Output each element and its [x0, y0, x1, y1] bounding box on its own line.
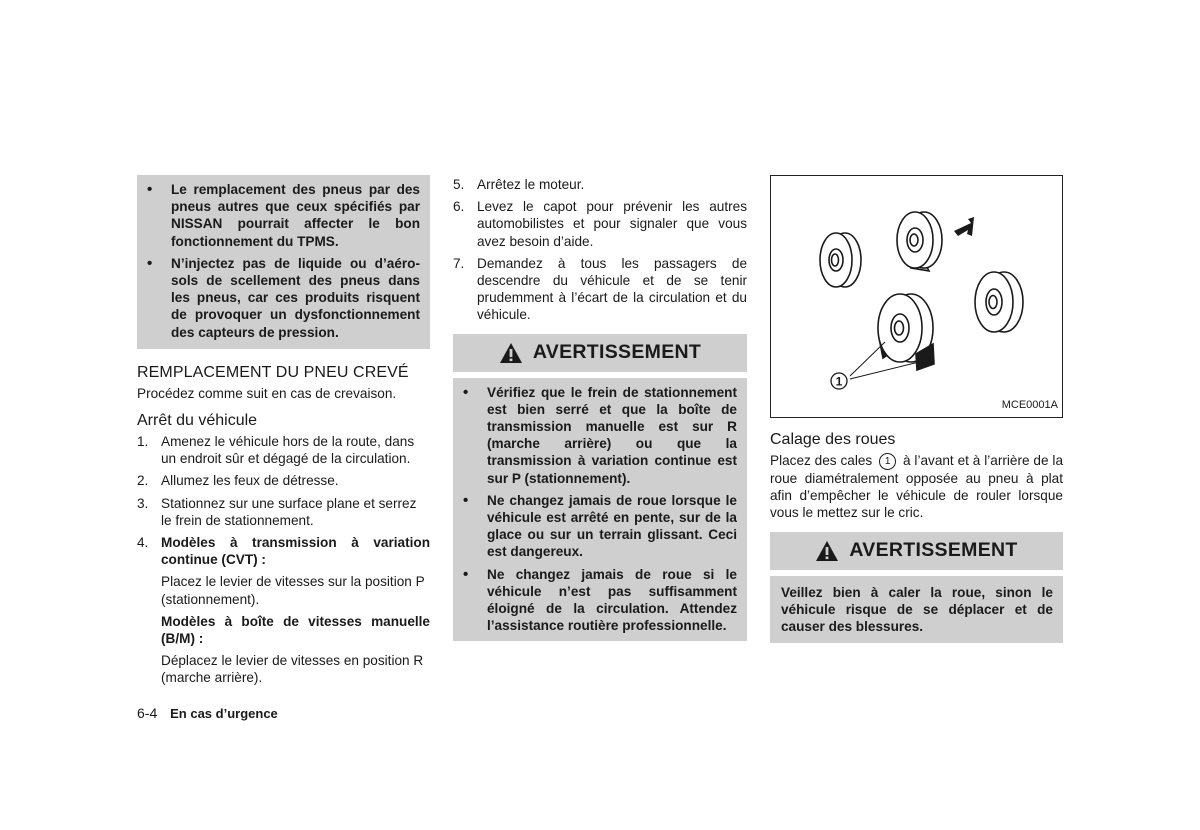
tire-left — [820, 233, 861, 287]
section-intro: Procédez comme suit en cas de crevaison. — [137, 385, 397, 401]
step-heading-cvt: Modèles à transmission à variation continue (CVT) : — [161, 535, 430, 568]
warning-title: AVERTISSEMENT — [849, 539, 1018, 561]
step-item — [137, 495, 430, 529]
step-text-cvt: Placez le levier de vitesses sur la position P (stationnement). — [161, 574, 425, 607]
steps-list — [137, 433, 430, 568]
step-item — [137, 472, 430, 489]
figure-callout-number: 1 — [835, 374, 843, 389]
step-text: Allumez les feux de détresse. — [161, 473, 339, 489]
step-number: 6. — [453, 199, 465, 215]
notice-item: • N’injectez pas de liquide ou d’aéro-sols de scellement des pneus dans les pneus, car ces produits risquent de provoquer un dysfonctionnement des capteurs de pression. — [147, 255, 420, 341]
pointer-arrow — [954, 217, 974, 236]
warning-header — [453, 334, 747, 372]
step-number: 3. — [137, 495, 149, 511]
warning-item: • Ne changez jamais de roue lorsque le véhicule est arrêté en pente, sur de la glace ou sur un terrain glissant. Ceci est dangereux. — [463, 492, 737, 561]
tpms-notice-box — [137, 175, 430, 349]
warning-triangle-icon — [499, 342, 523, 364]
steps-list-continued — [453, 176, 747, 324]
warning-item: • Ne changez jamais de roue si le véhicule n’est pas suffisamment éloigné de la circulation. Attendez l’assistance routière professionnelle. — [463, 566, 737, 635]
subsection-title: Calage des roues — [770, 431, 896, 448]
page-footer — [137, 705, 278, 721]
warning-body: Veillez bien à caler la roue, sinon le véhicule risque de se déplacer et de causer des blessures. — [770, 576, 1063, 644]
column-left — [137, 175, 430, 687]
step-text: Amenez le véhicule hors de la route, dans un endroit sûr et dégagé de la circulation. — [161, 434, 415, 467]
figure-code: MCE0001A — [1001, 398, 1058, 411]
step-item — [137, 534, 430, 568]
step-text: Levez le capot pour prévenir les autres automobilistes et pour signaler que vous avez besoin d’aide. — [477, 199, 747, 249]
tire-bottom — [878, 294, 934, 370]
instructions-text-start: Placez des cales — [770, 453, 873, 468]
tire-right — [975, 272, 1023, 332]
step-number: 4. — [137, 535, 149, 551]
callout-number: 1 — [879, 453, 896, 470]
instructions-text-end: à l’avant et à l’arrière de la roue diamétralement opposée au pneu à plat afin d’empêcher le véhicule de rouler lorsque vous le mettez sur le cric. — [770, 453, 1064, 521]
step-number: 5. — [453, 177, 465, 192]
notice-list — [147, 181, 420, 341]
column-middle — [453, 175, 747, 641]
step-item — [453, 176, 747, 193]
chapter-title: En cas d’urgence — [170, 706, 278, 721]
step-text: Stationnez sur une surface plane et serrez le frein de stationnement. — [161, 495, 417, 528]
warning-item: • Vérifiez que le frein de stationnement est bien serré et que la boîte de transmission manuelle est sur R (marche arrière) ou que la transmission à variation continue est sur P (stationnement). — [463, 384, 737, 487]
warning-body — [453, 378, 747, 642]
step-text: Arrêtez le moteur. — [477, 177, 585, 192]
section-title: REMPLACEMENT DU PNEU CREVÉ — [137, 363, 409, 381]
tires-drawing — [771, 176, 1062, 417]
step-text-manual: Déplacez le levier de vitesses en position R (marche arrière). — [161, 653, 424, 686]
warning-header — [770, 532, 1063, 570]
step-number: 2. — [137, 473, 149, 489]
wheel-chock-illustration — [770, 175, 1063, 418]
step-item — [137, 433, 430, 467]
step-number: 7. — [453, 255, 465, 271]
warning-title: AVERTISSEMENT — [532, 341, 702, 364]
step-number: 1. — [137, 434, 149, 450]
step-item — [453, 198, 747, 250]
step-text: Demandez à tous les passagers de descendre du véhicule et de se tenir prudemment à l’écart de la circulation et du véhicule. — [477, 255, 747, 323]
page-number: 6-4 — [137, 705, 158, 721]
notice-item: • Le remplacement des pneus par des pneus autres que ceux spécifiés par NISSAN pourrait affecter le bon fonctionnement du TPMS. — [147, 181, 420, 250]
warning-triangle-icon — [815, 540, 839, 562]
step-item — [453, 255, 747, 324]
chock-instructions — [770, 452, 1063, 522]
step-heading-manual: Modèles à boîte de vitesses manuelle (B/M) : — [161, 613, 430, 647]
subsection-title: Arrêt du véhicule — [137, 412, 258, 430]
column-right — [770, 175, 1063, 643]
tire-top — [897, 212, 942, 271]
warning-list — [463, 384, 737, 635]
